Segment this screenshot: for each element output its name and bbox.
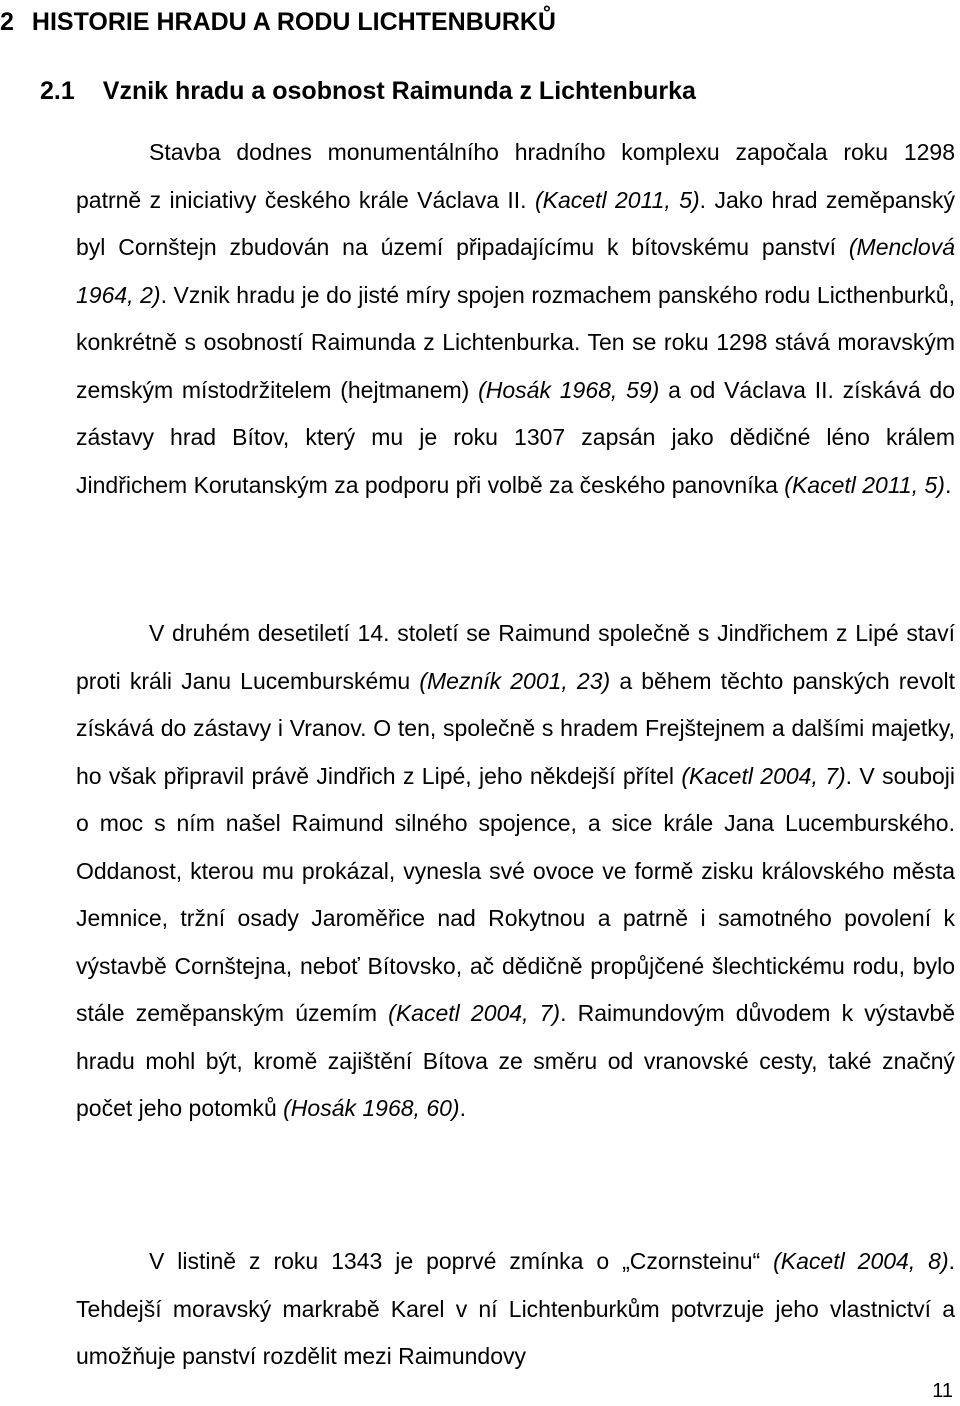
section-heading: [40, 71, 696, 111]
paragraph-text: . Tehdejší moravský markrabě Karel v ní Lichtenburkům potvrzuje jeho vlastnictví a umožňuje panství rozdělit mezi Raimundovy: [76, 1248, 955, 1369]
section-number: 2.1: [40, 77, 75, 105]
citation: (Kacetl 2004, 7): [388, 1000, 561, 1026]
citation: (Kacetl 2004, 7): [681, 762, 846, 789]
chapter-number: 2: [0, 8, 14, 36]
paragraph-text: .: [459, 1095, 466, 1121]
paragraph-text: a od Václava II. získává do zástavy hrad Bítov, který mu je roku 1307 zapsán jako dědičné léno králem Jindřichem Korutanským za podporu při volbě za českého panovníka: [76, 376, 955, 498]
paragraph-text: . Raimundovým důvodem k výstavbě hradu mohl být, kromě zajištění Bítova ze směru od vranovské cesty, také značný počet jeho potomků: [76, 1000, 956, 1121]
paragraph-text: Stavba dodnes monumentálního hradního komplexu započala roku 1298 patrně z iniciativy českého krále Václava II.: [76, 139, 955, 213]
citation: (Kacetl 2011, 5): [784, 471, 945, 498]
citation: (Mezník 2001, 23): [419, 667, 611, 694]
citation: (Kacetl 2004, 8): [773, 1248, 949, 1274]
paragraph-text: V listině z roku 1343 je poprvé zmínka o „Czornsteinu“: [149, 1248, 774, 1274]
paragraph-3: [76, 1238, 955, 1381]
paragraph-text: . V souboji o moc s ním našel Raimund silného spojence, a sice krále Jana Lucemburského. Oddanost, kterou mu prokázal, vynesla své ovoce ve formě zisku královského města Jemnice, tržní osady Jaroměřice nad Rokytnou a patrně i samotného povolení k výstavbě Cornštejna, neboť Bítovsko, ač dědičně propůjčené šlechtickému rodu, bylo stále zeměpanským územím: [76, 762, 955, 1026]
paragraph-text: . Vznik hradu je do jisté míry spojen rozmachem panského rodu Licthenburků, konkrétně s osobností Raimunda z Lichtenburka. Ten se roku 1298 stává moravským zemským místodržitelem (hejtmanem): [76, 281, 955, 403]
paragraph-1: [76, 129, 955, 509]
paragraph-text: . Jako hrad zeměpanský byl Cornštejn zbudován na území připadajícímu k bítovskému panství: [76, 186, 956, 260]
chapter-title: HISTORIE HRADU A RODU LICHTENBURKŮ: [31, 8, 556, 36]
citation: (Hosák 1968, 60): [283, 1095, 460, 1121]
citation: (Hosák 1968, 59): [478, 376, 660, 403]
page-number: 11: [932, 1380, 953, 1402]
section-title: Vznik hradu a osobnost Raimunda z Lichtenburka: [102, 77, 696, 105]
citation: (Kacetl 2011, 5): [534, 186, 700, 213]
citation: (Menclová 1964, 2): [76, 234, 955, 308]
chapter-heading: [0, 2, 556, 42]
paragraph-text: V druhém desetiletí 14. století se Raimund společně s Jindřichem z Lipé staví proti králi Janu Lucemburskému: [76, 620, 955, 694]
paragraph-text: .: [944, 471, 952, 498]
paragraph-text: a během těchto panských revolt získává do zástavy i Vranov. O ten, společně s hradem Frejštejnem a dalšími majetky, ho však připravil právě Jindřich z Lipé, jeho někdejší přítel: [76, 667, 956, 789]
paragraph-2: [76, 610, 955, 1133]
